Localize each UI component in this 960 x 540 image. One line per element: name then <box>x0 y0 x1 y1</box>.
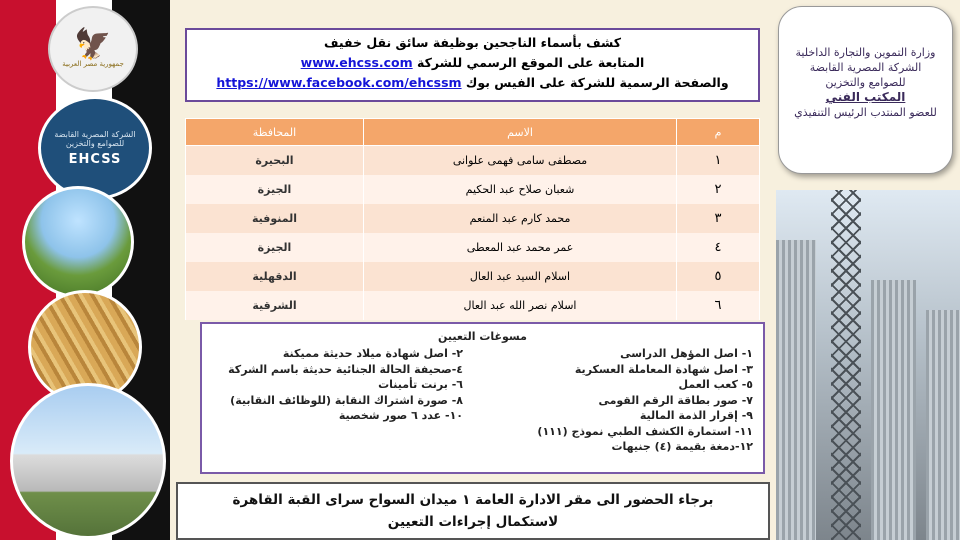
requirement-item: ٨- صورة اشتراك النقابة (للوظائف النقابية) <box>230 393 463 407</box>
attendance-purpose: لاستكمال إجراءات التعيين <box>387 514 559 530</box>
requirement-item: ٧- صور بطاقة الرقم القومى <box>598 393 753 407</box>
attendance-address: برجاء الحضور الى مقر الادارة العامة ١ ميدان السواح سراى القبة القاهرة <box>232 492 714 508</box>
row-name: مصطفى سامى فهمى علوانى <box>364 146 677 176</box>
winners-table <box>185 118 760 320</box>
silo-tower-photo <box>776 190 960 540</box>
announcement-title-box <box>185 28 760 102</box>
table-row <box>186 204 760 233</box>
row-num: ٢ <box>677 175 760 204</box>
row-gov: الجيزة <box>186 175 364 204</box>
requirements-box <box>200 322 765 474</box>
company-name-2: للصوامع والتخزين <box>825 76 906 89</box>
logo-ring-text: الشركة المصرية القابضة للصوامع والتخزين <box>54 129 136 148</box>
row-gov: الجيزة <box>186 233 364 262</box>
emblem-caption: جمهورية مصر العربية <box>62 60 124 68</box>
website-line <box>187 53 758 73</box>
row-name: اسلام نصر الله عبد العال <box>364 291 677 320</box>
ceo-office: للعضو المنتدب الرئيس التنفيذي <box>794 106 937 119</box>
ministry-box <box>778 6 953 174</box>
facebook-label: والصفحة الرسمية للشركة على الفيس بوك <box>465 75 729 90</box>
requirement-item: ١١- استمارة الكشف الطبي نموذج (١١١) <box>537 424 753 438</box>
eagle-icon: 🦅 <box>74 27 112 62</box>
table-row <box>186 233 760 262</box>
attendance-notice <box>176 482 770 540</box>
requirement-item: ٣- اصل شهادة المعاملة العسكرية <box>574 362 753 376</box>
facebook-link[interactable]: https://www.facebook.com/ehcssm <box>216 75 462 90</box>
table-row <box>186 146 760 176</box>
row-num: ٦ <box>677 291 760 320</box>
table-row <box>186 262 760 291</box>
silo-shape <box>776 240 816 540</box>
header-num: م <box>677 119 760 146</box>
website-label: المتابعة على الموقع الرسمي للشركة <box>417 55 645 70</box>
irrigation-photo <box>22 186 134 298</box>
row-name: محمد كارم عبد المنعم <box>364 204 677 233</box>
row-num: ٣ <box>677 204 760 233</box>
row-name: اسلام السيد عبد العال <box>364 262 677 291</box>
facebook-line <box>187 73 758 93</box>
requirement-item: ١٢-دمغة بقيمة (٤) جنيهات <box>611 440 753 453</box>
row-num: ٤ <box>677 233 760 262</box>
row-gov: المنوفية <box>186 204 364 233</box>
egypt-emblem <box>48 6 138 92</box>
row-name: عمر محمد عبد المعطى <box>364 233 677 262</box>
website-link[interactable]: www.ehcss.com <box>300 55 413 70</box>
silos-photo <box>10 383 166 539</box>
table-row <box>186 291 760 320</box>
logo-brand: EHCSS <box>68 151 122 167</box>
row-num: ٥ <box>677 262 760 291</box>
requirement-item: ٢- اصل شهادة ميلاد حديثة مميكنة <box>282 347 463 360</box>
company-logo <box>38 96 152 200</box>
requirement-item: ١٠- عدد ٦ صور شخصية <box>338 409 463 422</box>
requirement-item: ١- اصل المؤهل الدراسى <box>620 347 753 360</box>
ministry-name: وزارة التموين والتجارة الداخلية <box>795 46 936 59</box>
row-num: ١ <box>677 146 760 176</box>
requirements-column-1 <box>453 346 753 455</box>
requirements-column-2 <box>208 346 463 424</box>
silo-shape <box>871 280 916 540</box>
announcement-title: كشف بأسماء الناجحين بوظيفة سائق نقل خفيف <box>323 35 622 50</box>
requirement-item: ٤-صحيفة الحالة الجنائية حديثة باسم الشركة <box>228 362 463 376</box>
silo-shape <box>926 310 960 540</box>
table-row <box>186 175 760 204</box>
tower-shape <box>831 190 861 540</box>
row-gov: الشرقية <box>186 291 364 320</box>
requirement-item: ٦- برنت تأمينات <box>378 378 463 391</box>
header-name: الاسم <box>364 119 677 146</box>
row-name: شعبان صلاح عبد الحكيم <box>364 175 677 204</box>
requirement-item: ٥- كعب العمل <box>678 378 753 391</box>
requirements-title: مسوغات التعيين <box>438 330 527 343</box>
table-header-row <box>186 119 760 146</box>
requirement-item: ٩- إقرار الذمة المالية <box>639 409 753 422</box>
company-name: الشركة المصرية القابضة <box>809 61 922 74</box>
header-gov: المحافظة <box>186 119 364 146</box>
technical-office: المكتب الفني <box>825 90 906 104</box>
row-gov: الدقهلية <box>186 262 364 291</box>
row-gov: البحيرة <box>186 146 364 176</box>
